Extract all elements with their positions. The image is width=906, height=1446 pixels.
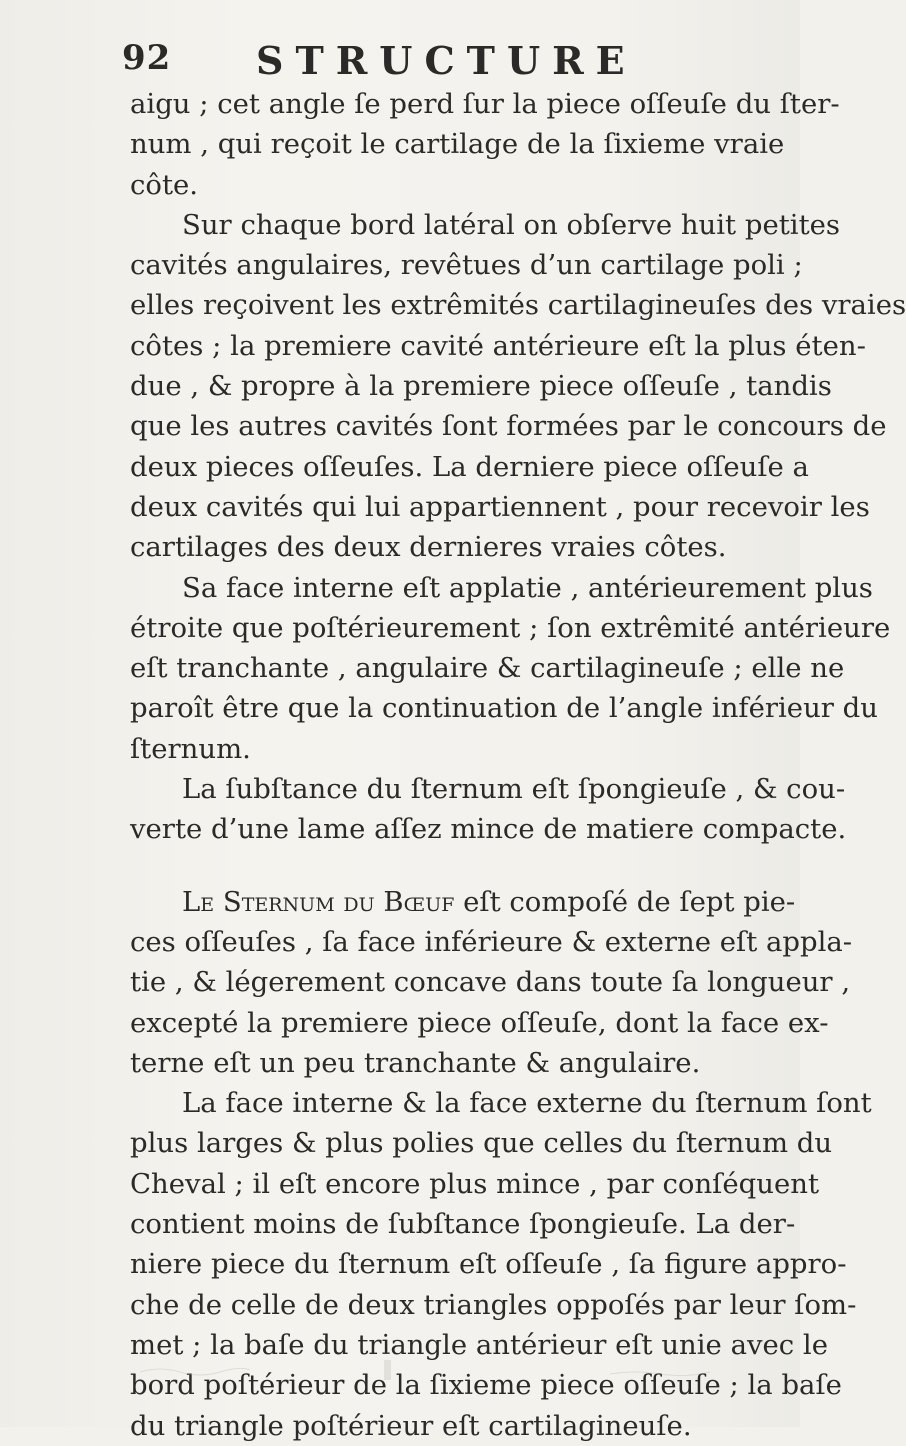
- text-line: Sa face interne eſt applatie , antérieurement plus: [182, 571, 873, 604]
- page-number: 92: [122, 38, 172, 78]
- text-line: paroît être que la continuation de l’angle inférieur du: [130, 692, 878, 725]
- text-line: deux pieces oſſeuſes. La derniere piece oſſeuſe a: [130, 450, 809, 483]
- body-text: [130, 84, 906, 1446]
- text-line: met ; la baſe du triangle antérieur eſt unie avec le: [130, 1328, 828, 1361]
- paragraph: [130, 84, 840, 205]
- text-line: due , & propre à la premiere piece oſſeuſe , tandis: [130, 370, 832, 403]
- text-line: niere piece du ſternum eſt oſſeuſe , ſa figure appro-: [130, 1248, 847, 1281]
- text-line: La ſubſtance du ſternum eſt ſpongieuſe , & cou-: [182, 773, 846, 806]
- text-line: étroite que poſtérieurement ; ſon extrêmité antérieure: [130, 611, 891, 644]
- text-line: côte.: [130, 168, 199, 201]
- text-line: que les autres cavités ſont formées par le concours de: [130, 410, 887, 443]
- running-title: STRUCTURE: [256, 38, 637, 83]
- text-line: tie , & légerement concave dans toute ſa longueur ,: [130, 966, 851, 999]
- paragraph: [130, 1083, 872, 1446]
- text-line: cartilages des deux dernieres vraies côtes.: [130, 531, 727, 564]
- text-line: deux cavités qui lui appartiennent , pour recevoir les: [130, 490, 870, 523]
- text-run: eſt compoſé de ſept pie-: [454, 885, 796, 918]
- text-line: bord poſtérieur de la ſixieme piece oſſeuſe ; la baſe: [130, 1369, 842, 1402]
- text-line: Cheval ; il eſt encore plus mince , par conſéquent: [130, 1167, 819, 1200]
- text-line: che de celle de deux triangles oppoſés par leur ſom-: [130, 1288, 857, 1321]
- text-line: ſternum.: [130, 732, 251, 765]
- bleed-through-marks: [140, 1358, 740, 1388]
- text-line: contient moins de ſubſtance ſpongieuſe. La der-: [130, 1208, 796, 1241]
- text-line: La face interne & la face externe du ſternum ſont: [182, 1087, 872, 1120]
- text-line: elles reçoivent les extrêmités cartilagineuſes des vraies: [130, 289, 906, 322]
- text-line: eſt tranchante , angulaire & cartilagineuſe ; elle ne: [130, 652, 845, 685]
- text-line: terne eſt un peu tranchante & angulaire.: [130, 1046, 701, 1079]
- text-line: aigu ; cet angle ſe perd ſur la piece oſſeuſe du ſter-: [130, 88, 840, 120]
- text-line: ces oſſeuſes , ſa face inférieure & externe eſt appla-: [130, 925, 853, 958]
- faint-show-through-icon: [140, 1358, 740, 1388]
- page-header: [120, 38, 680, 88]
- text-line: excepté la premiere piece oſſeuſe, dont la face ex-: [130, 1006, 829, 1039]
- text-line: [130, 882, 796, 922]
- section-gap: [130, 850, 766, 882]
- text-line: cavités angulaires, revêtues d’un cartilage poli ;: [130, 249, 803, 282]
- paragraph: [130, 205, 906, 568]
- text-line: Sur chaque bord latéral on obſerve huit petites: [182, 208, 841, 241]
- text-line: plus larges & plus polies que celles du ſternum du: [130, 1127, 833, 1160]
- paragraph: [130, 769, 847, 850]
- text-line: verte d’une lame aſſez mince de matiere compacte.: [130, 813, 847, 846]
- section-lead: Le Sternum du Bœuf: [182, 885, 455, 918]
- paragraph: [130, 568, 891, 769]
- text-line: du triangle poſtérieur eſt cartilagineuſe.: [130, 1409, 692, 1442]
- paragraph: [130, 882, 853, 1083]
- text-line: num , qui reçoit le cartilage de la ſixieme vraie: [130, 128, 785, 161]
- text-line: côtes ; la premiere cavité antérieure eſt la plus éten-: [130, 329, 866, 362]
